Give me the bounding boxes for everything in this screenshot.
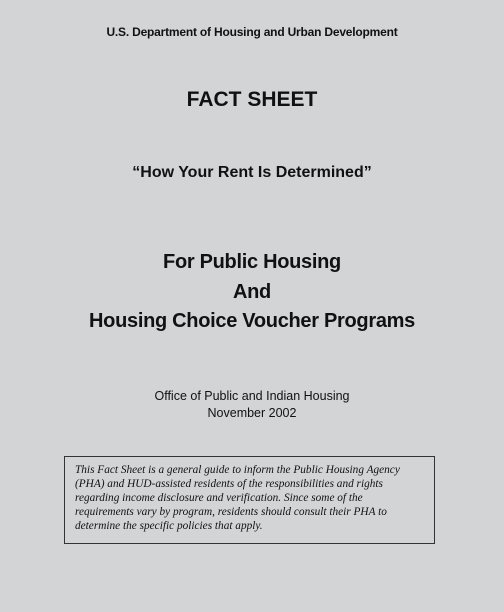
disclaimer-text: This Fact Sheet is a general guide to inform the Public Housing Agency (PHA) and HUD-assisted residents of the responsibilities and rights regarding income disclosure and verification. Since some of the requirements vary by program, residents should consult their PHA to determine the specific policies that apply. [75, 464, 400, 532]
disclaimer-box [64, 456, 435, 544]
agency-name: U.S. Department of Housing and Urban Development [106, 25, 398, 39]
publication-date: November 2002 [207, 406, 297, 420]
document-subtitle: “How Your Rent Is Determined” [132, 164, 372, 181]
program-line-2: And [233, 281, 271, 303]
program-line-3: Housing Choice Voucher Programs [89, 310, 415, 332]
office-name: Office of Public and Indian Housing [154, 389, 350, 403]
document-title: FACT SHEET [186, 88, 318, 111]
program-line-1: For Public Housing [163, 251, 341, 273]
